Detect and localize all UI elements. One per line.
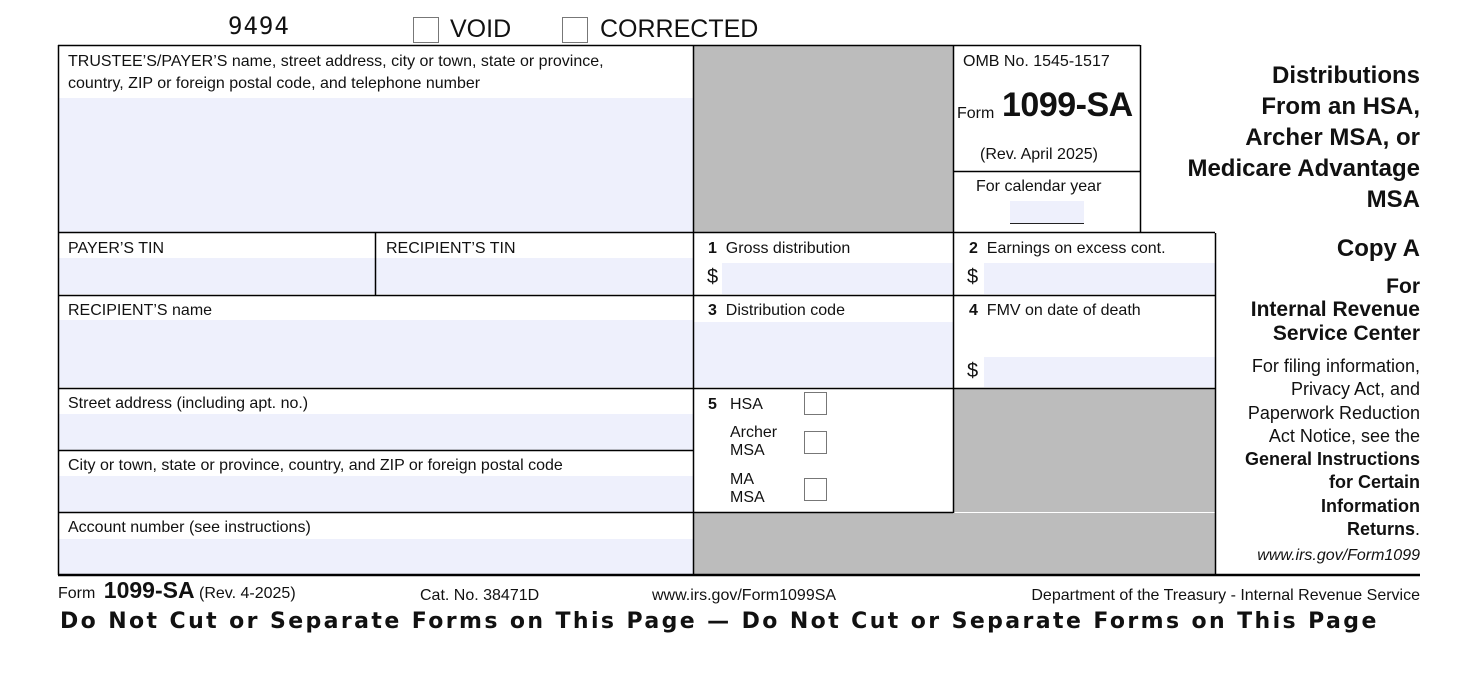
archer-line-2: MSA (730, 441, 765, 459)
archer-msa-checkbox[interactable] (804, 431, 827, 454)
form-code: 9494 (228, 12, 290, 40)
payer-name-label-line1: TRUSTEE’S/PAYER’S name, street address, city or town, state or province, (68, 53, 604, 70)
title-line-5: MSA (1366, 186, 1420, 213)
ma-label (730, 471, 765, 506)
box5-number: 5 (708, 396, 717, 413)
form-number: 1099-SA (1002, 86, 1133, 124)
ma-line-1: MA (730, 471, 754, 488)
account-label: Account number (see instructions) (68, 519, 311, 536)
copy-a-label: Copy A (1336, 235, 1420, 262)
copy-website[interactable]: www.irs.gov/Form1099 (1257, 547, 1420, 564)
footer-cat-no: Cat. No. 38471D (420, 587, 540, 604)
do-not-cut-notice: Do Not Cut or Separate Forms on This Page — Do Not Cut or Separate Forms on This Page (60, 609, 1379, 634)
title-line-3: Archer MSA, or (1245, 124, 1420, 151)
recipient-name-label: RECIPIENT’S name (68, 302, 213, 319)
footer-form-word: Form (58, 585, 96, 602)
info-bold-line-2: for Certain (1328, 472, 1420, 493)
info-bold-line-4 (1245, 518, 1420, 541)
footer-form-id (58, 577, 296, 604)
info-line-4: Act Notice, see the (1268, 425, 1420, 446)
info-line-1: For filing information, (1251, 356, 1420, 376)
form-word: Form (957, 105, 995, 122)
archer-label (730, 424, 777, 459)
box2-number: 2 (969, 240, 978, 257)
box1-dollar: $ (707, 266, 719, 288)
irs-line-1: Internal Revenue (1250, 298, 1420, 321)
box2-text: Earnings on excess cont. (986, 240, 1166, 257)
footer-rev: (Rev. 4-2025) (199, 585, 296, 602)
box1-label (708, 239, 850, 258)
calendar-year-label: For calendar year (976, 178, 1102, 195)
info-bold-line-1: General Instructions (1244, 449, 1420, 470)
info-line-2: Privacy Act, and (1290, 379, 1420, 400)
box4-dollar: $ (967, 360, 979, 382)
footer-form-number: 1099-SA (103, 577, 195, 603)
box3-label (708, 301, 845, 320)
box1-number: 1 (708, 240, 717, 257)
form-rev: (Rev. April 2025) (980, 146, 1098, 163)
payer-name-label-line2: country, ZIP or foreign postal code, and telephone number (68, 75, 481, 92)
form-title (1187, 60, 1420, 215)
box3-text: Distribution code (725, 302, 845, 319)
street-label: Street address (including apt. no.) (68, 395, 309, 412)
box4-text: FMV on date of death (986, 302, 1141, 319)
info-line-3: Paperwork Reduction (1247, 402, 1420, 423)
info-period: . (1414, 519, 1420, 540)
city-label: City or town, state or province, country, and ZIP or foreign postal code (68, 457, 563, 474)
copy-for-label: For (1386, 275, 1420, 298)
info-returns: Returns (1346, 519, 1415, 540)
info-bold-line-3: Information (1321, 495, 1420, 516)
box2-label (969, 239, 1166, 258)
ma-line-2: MSA (730, 488, 765, 506)
box1-text: Gross distribution (725, 240, 851, 257)
footer-department: Department of the Treasury - Internal Revenue Service (1031, 587, 1420, 604)
irs-center (1251, 298, 1420, 346)
title-line-4: Medicare Advantage (1187, 155, 1420, 182)
ma-msa-checkbox[interactable] (804, 478, 827, 501)
box4-label (969, 301, 1141, 320)
hsa-checkbox[interactable] (804, 392, 827, 415)
archer-line-1: Archer (730, 424, 778, 441)
hsa-label: HSA (730, 396, 763, 413)
irs-line-2: Service Center (1272, 322, 1420, 345)
title-line-1: Distributions (1272, 62, 1420, 89)
omb-number: OMB No. 1545-1517 (963, 53, 1110, 70)
title-line-2: From an HSA, (1261, 93, 1420, 120)
footer-website[interactable]: www.irs.gov/Form1099SA (652, 587, 837, 604)
payer-tin-label: PAYER’S TIN (68, 240, 165, 257)
box4-number: 4 (969, 302, 978, 319)
recipient-tin-label: RECIPIENT’S TIN (386, 240, 516, 257)
box2-dollar: $ (967, 266, 979, 288)
filing-info (1245, 355, 1420, 541)
box3-number: 3 (708, 302, 717, 319)
corrected-label: CORRECTED (600, 15, 759, 43)
void-label: VOID (450, 15, 512, 43)
